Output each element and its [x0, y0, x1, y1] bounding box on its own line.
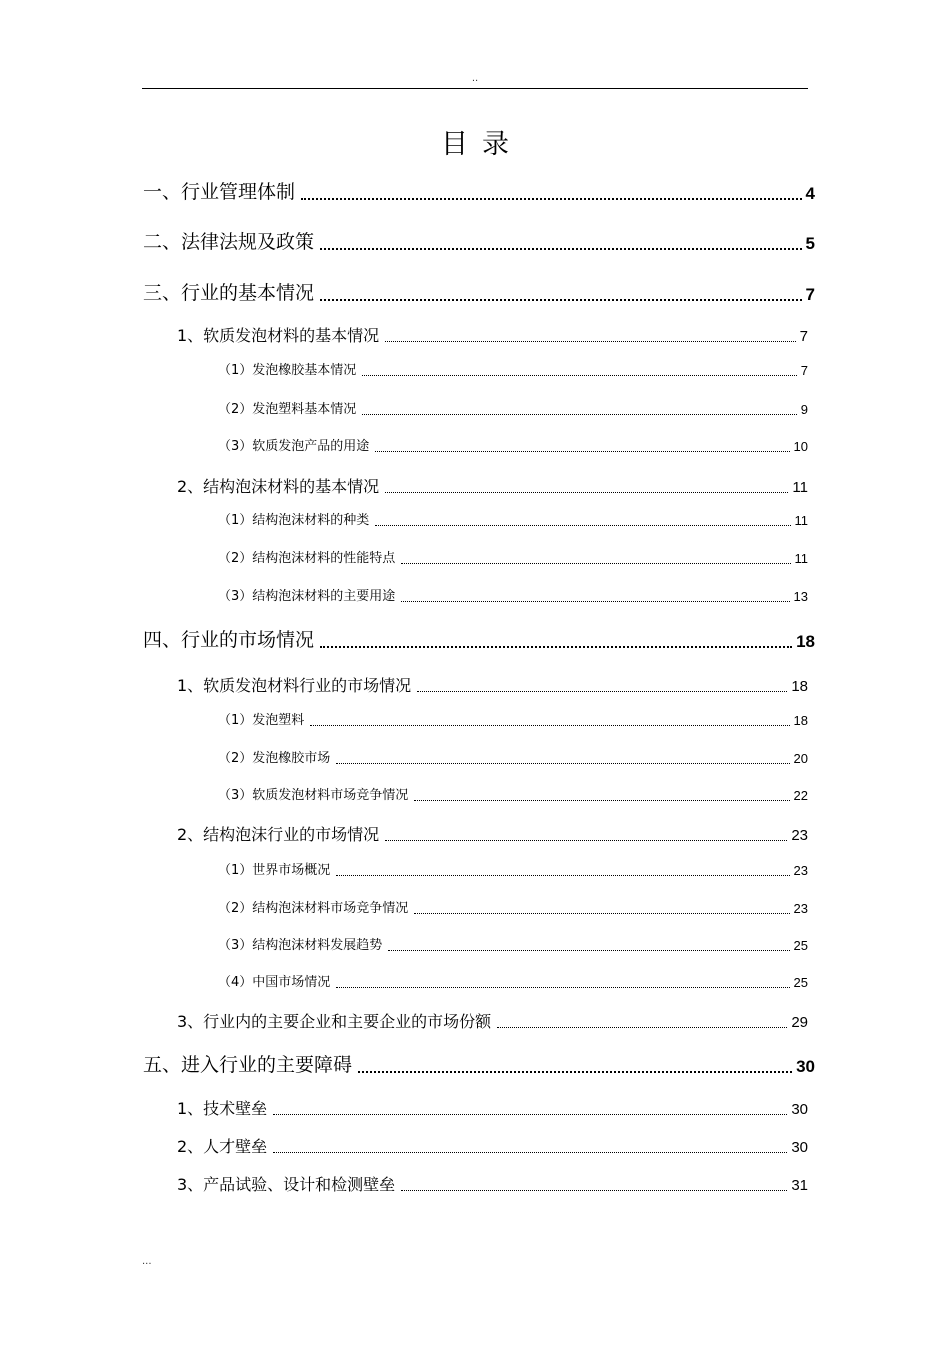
toc-leader-dots [336, 987, 789, 988]
toc-entry-label: 3、行业内的主要企业和主要企业的市场份额 [177, 1012, 492, 1031]
toc-leader-dots [385, 840, 787, 841]
toc-leader-dots [273, 1152, 787, 1153]
toc-entry[interactable] [177, 675, 808, 697]
toc-leader-dots [385, 492, 788, 493]
toc-entry[interactable] [177, 1011, 808, 1033]
toc-entry[interactable] [177, 476, 808, 498]
toc-leader-dots [320, 646, 792, 648]
toc-entry-label: （1）发泡塑料 [218, 713, 305, 728]
toc-entry-label: （2）发泡塑料基本情况 [218, 402, 357, 417]
toc-entry[interactable] [177, 1174, 808, 1196]
toc-entry-label: 2、结构泡沫行业的市场情况 [177, 825, 380, 844]
toc-entry-page: 11 [794, 551, 808, 566]
toc-entry-label: 一、行业管理体制 [143, 181, 296, 203]
toc-entry-page: 30 [791, 1139, 808, 1156]
toc-leader-dots [417, 691, 787, 692]
toc-entry[interactable] [143, 179, 815, 205]
toc-entry-page: 7 [799, 328, 808, 345]
toc-entry[interactable] [143, 1052, 815, 1078]
toc-entry[interactable] [218, 750, 808, 768]
toc-entry-page: 18 [793, 713, 808, 728]
toc-entry-label: （2）结构泡沫材料市场竞争情况 [218, 901, 409, 916]
toc-leader-dots [320, 299, 802, 301]
toc-entry-label: 1、技术壁垒 [177, 1099, 268, 1118]
toc-entry-label: （3）软质发泡产品的用途 [218, 439, 370, 454]
toc-entry[interactable] [218, 862, 808, 880]
toc-leader-dots [336, 875, 789, 876]
toc-entry-label: （1）发泡橡胶基本情况 [218, 363, 357, 378]
toc-entry-page: 23 [793, 901, 808, 916]
toc-entry-page: 25 [793, 938, 808, 953]
toc-leader-dots [375, 451, 789, 452]
toc-entry-page: 7 [805, 285, 815, 304]
toc-entry-page: 13 [793, 589, 808, 604]
toc-leader-dots [388, 950, 789, 951]
toc-entry-label: 四、行业的市场情况 [143, 629, 315, 651]
toc-entry-label: （1）世界市场概况 [218, 863, 331, 878]
toc-entry[interactable] [218, 900, 808, 918]
toc-leader-dots [401, 601, 789, 602]
toc-entry-page: 10 [793, 439, 808, 454]
toc-entry-page: 9 [800, 402, 808, 417]
toc-leader-dots [301, 198, 802, 200]
toc-entry-label: （3）结构泡沫材料的主要用途 [218, 589, 396, 604]
toc-entry-page: 5 [805, 234, 815, 253]
toc-entry[interactable] [218, 550, 808, 568]
toc-leader-dots [385, 341, 795, 342]
toc-entry-label: 1、软质发泡材料的基本情况 [177, 326, 380, 345]
toc-leader-dots [362, 414, 796, 415]
toc-entry-page: 4 [805, 184, 815, 203]
toc-leader-dots [336, 763, 789, 764]
toc-entry-label: （1）结构泡沫材料的种类 [218, 513, 370, 528]
toc-entry-page: 18 [796, 632, 815, 651]
toc-entry-page: 11 [792, 479, 808, 496]
toc-entry[interactable] [218, 512, 808, 530]
toc-leader-dots [362, 375, 796, 376]
toc-entry-label: 五、进入行业的主要障碍 [143, 1054, 353, 1076]
toc-entry[interactable] [218, 787, 808, 805]
toc-leader-dots [414, 913, 789, 914]
toc-entry-page: 25 [793, 975, 808, 990]
toc-entry[interactable] [218, 937, 808, 955]
toc-entry-label: 三、行业的基本情况 [143, 282, 315, 304]
header-mark: .. [471, 73, 479, 84]
toc-entry[interactable] [143, 280, 815, 306]
toc-entry-label: （2）结构泡沫材料的性能特点 [218, 551, 396, 566]
toc-leader-dots [310, 725, 789, 726]
toc-entry-page: 18 [791, 678, 808, 695]
toc-entry[interactable] [177, 1098, 808, 1120]
toc-entry-page: 11 [794, 513, 808, 528]
toc-leader-dots [273, 1114, 787, 1115]
toc-leader-dots [414, 800, 789, 801]
page-title: 目录 [441, 129, 523, 160]
toc-entry[interactable] [218, 362, 808, 380]
toc-entry-page: 30 [791, 1101, 808, 1118]
toc-entry-label: 2、人才壁垒 [177, 1137, 268, 1156]
toc-entry-label: 二、法律法规及政策 [143, 231, 315, 253]
toc-entry[interactable] [177, 1136, 808, 1158]
footer-mark: ... [142, 1256, 152, 1267]
toc-entry-page: 29 [791, 1014, 808, 1031]
toc-entry-page: 22 [793, 788, 808, 803]
toc-entry[interactable] [218, 712, 808, 730]
toc-entry-label: （2）发泡橡胶市场 [218, 751, 331, 766]
toc-entry-label: 3、产品试验、设计和检测壁垒 [177, 1175, 396, 1194]
toc-entry[interactable] [218, 588, 808, 606]
toc-entry-label: （3）软质发泡材料市场竞争情况 [218, 788, 409, 803]
toc-entry-page: 31 [791, 1177, 808, 1194]
toc-entry-page: 23 [791, 827, 808, 844]
toc-leader-dots [375, 525, 790, 526]
toc-entry-label: （4）中国市场情况 [218, 975, 331, 990]
toc-entry[interactable] [218, 401, 808, 419]
toc-entry-page: 7 [800, 363, 808, 378]
toc-leader-dots [401, 563, 790, 564]
toc-entry[interactable] [177, 325, 808, 347]
toc-entry-label: 1、软质发泡材料行业的市场情况 [177, 676, 412, 695]
toc-entry[interactable] [143, 229, 815, 255]
toc-entry-page: 20 [793, 751, 808, 766]
toc-leader-dots [320, 248, 802, 250]
toc-entry[interactable] [143, 627, 815, 653]
toc-entry[interactable] [218, 974, 808, 992]
toc-leader-dots [497, 1027, 787, 1028]
toc-entry-label: （3）结构泡沫材料发展趋势 [218, 938, 383, 953]
toc-entry-label: 2、结构泡沫材料的基本情况 [177, 477, 380, 496]
toc-entry-page: 30 [796, 1057, 815, 1076]
toc-leader-dots [358, 1071, 792, 1073]
toc-entry[interactable] [218, 438, 808, 456]
toc-entry[interactable] [177, 824, 808, 846]
toc-entry-page: 23 [793, 863, 808, 878]
toc-leader-dots [401, 1190, 787, 1191]
